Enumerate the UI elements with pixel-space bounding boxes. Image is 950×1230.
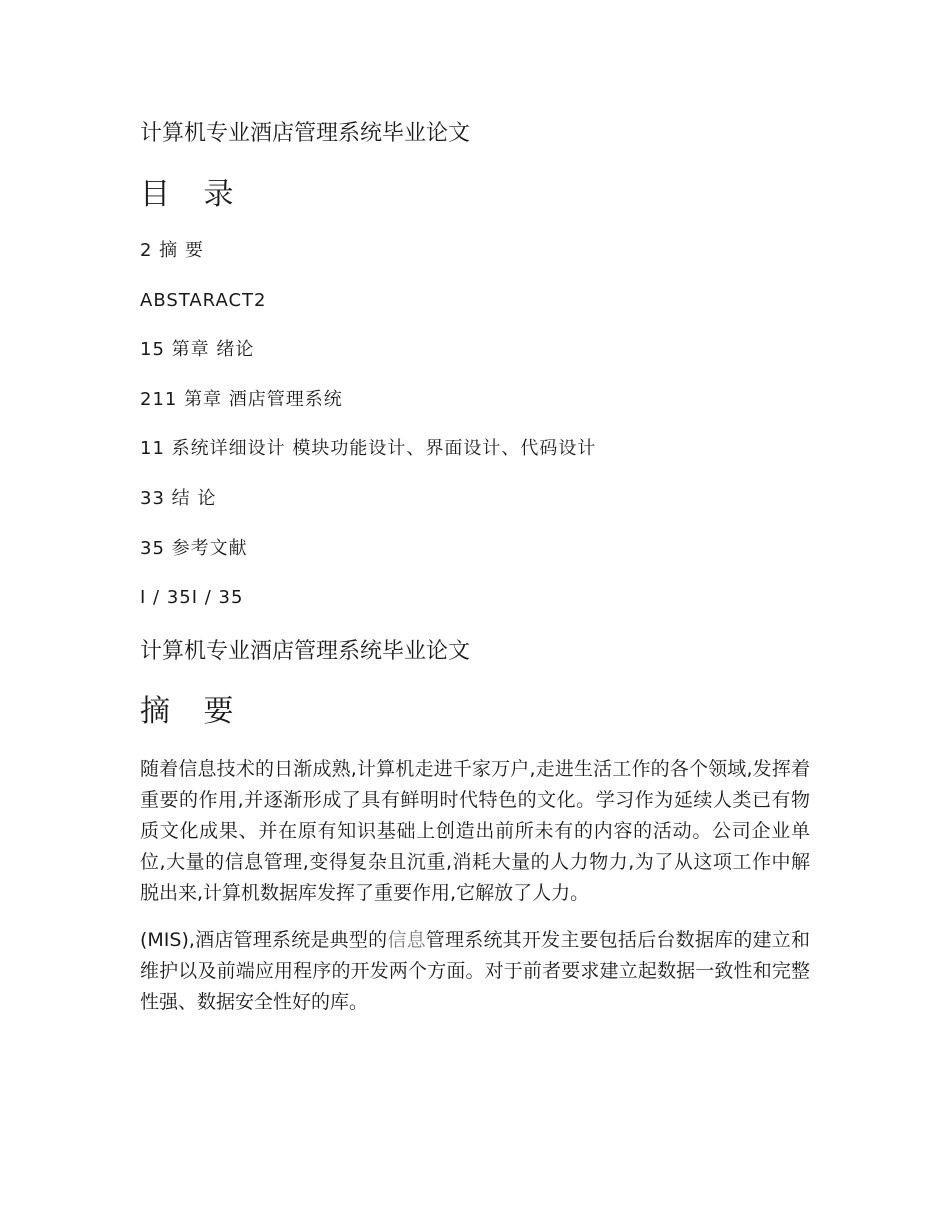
abstract-paragraph-2 xyxy=(140,925,810,1018)
paragraph-2-end: 管理系统其开发主要包括后台数据库的建立和维护以及前端应用程序的开发两个方面。对于前者要求建立起数据一致性和完整性强、数据安全性好的库。 xyxy=(140,929,810,1013)
abstract-paragraph-1: 随着信息技术的日渐成熟,计算机走进千家万户,走进生活工作的各个领域,发挥着重要的作用,并逐渐形成了具有鲜明时代特色的文化。学习作为延续人类已有物质文化成果、并在原有知识基础上创造出前所未有的内容的活动。公司企业单位,大量的信息管理,变得复杂且沉重,消耗大量的人力物力,为了从这项工作中解脱出来,计算机数据库发挥了重要作用,它解放了人力。 xyxy=(140,758,810,904)
toc-item-references: 35 参考文献 xyxy=(140,537,248,559)
paragraph-2-highlight: 信息 xyxy=(387,929,426,951)
paragraph-2-start: (MIS),酒店管理系统是典型的 xyxy=(140,929,388,951)
document-title: 计算机专业酒店管理系统毕业论文 xyxy=(140,121,471,146)
document-title-repeat: 计算机专业酒店管理系统毕业论文 xyxy=(140,639,471,664)
abstract-heading: 摘 要 xyxy=(140,694,246,729)
page-number: I / 35I / 35 xyxy=(140,587,244,609)
table-of-contents xyxy=(140,236,810,633)
toc-heading: 目 录 xyxy=(140,177,246,212)
toc-item-conclusion: 33 结 论 xyxy=(140,487,217,509)
toc-item-introduction: 15 第章 绪论 xyxy=(140,339,255,361)
toc-item-abstract: 2 摘 要 xyxy=(140,240,204,261)
toc-item-english-abstract: ABSTARACT2 xyxy=(140,289,267,311)
toc-item-detailed-design: 11 系统详细设计 模块功能设计、界面设计、代码设计 xyxy=(140,438,597,460)
toc-item-hotel-system: 211 第章 酒店管理系统 xyxy=(140,388,343,410)
abstract-body xyxy=(140,754,810,1034)
